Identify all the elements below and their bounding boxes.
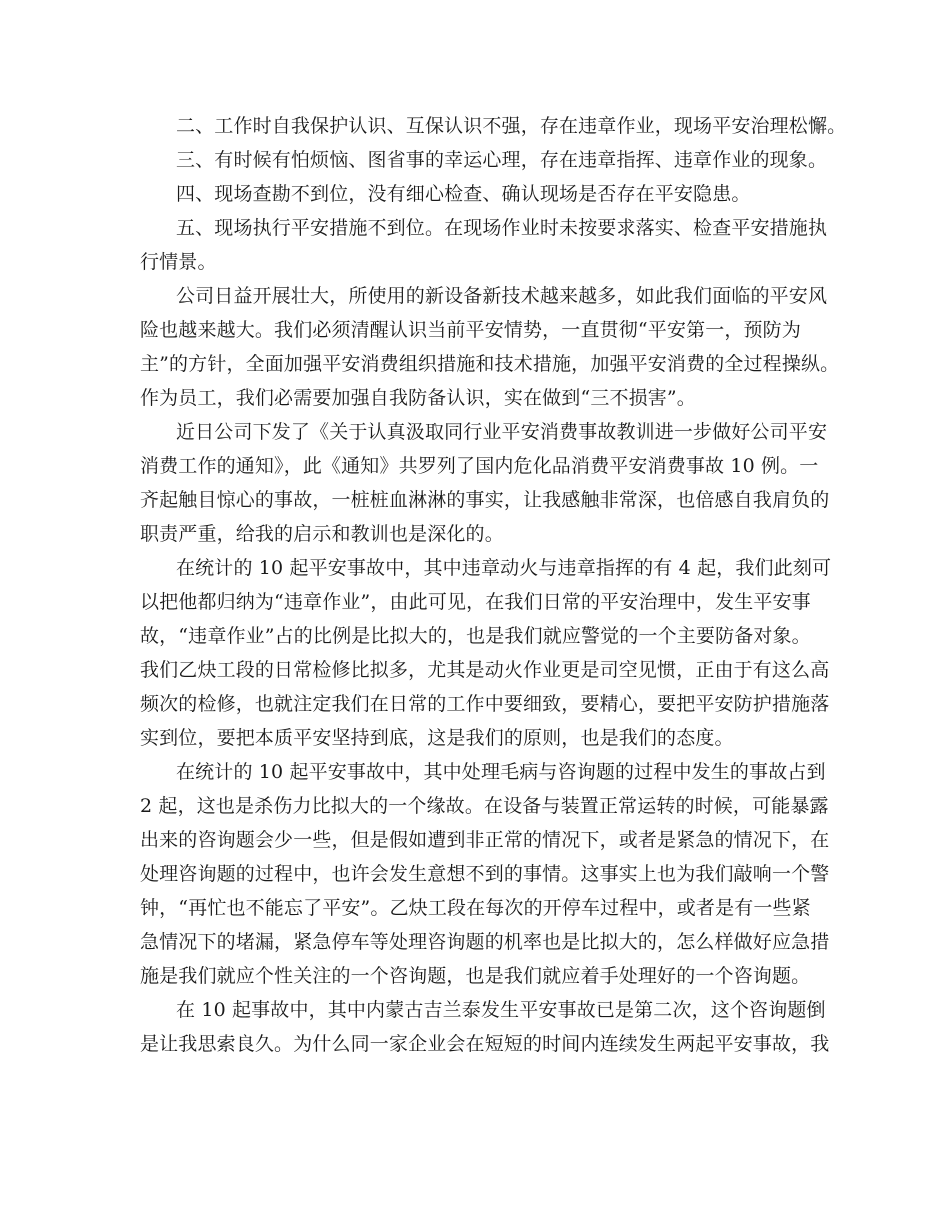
text-line: 四、现场查勘不到位，没有细心检查、确认现场是否存在平安隐患。 [176, 183, 751, 205]
text-line: 频次的检修，也就注定我们在日常的工作中要细致，要精心，要把平安防护措施落 [140, 693, 830, 715]
text-line: 是让我思索良久。为什么同一家企业会在短短的时间内连续发生两起平安事故，我 [140, 1033, 830, 1055]
text-line: 行情景。 [140, 251, 217, 273]
text-line: 近日公司下发了《关于认真汲取同行业平安消费事故教训进一步做好公司平安 [176, 421, 828, 443]
text-line: 主”的方针，全面加强平安消费组织措施和技术措施，加强平安消费的全过程操纵。 [140, 353, 840, 375]
text-line: 我们乙炔工段的日常检修比拟多，尤其是动火作业更是司空见惯，正由于有这么高 [140, 659, 830, 681]
text-line: 在统计的 10 起平安事故中，其中处理毛病与咨询题的过程中发生的事故占到 [176, 761, 826, 783]
text-line: 五、现场执行平安措施不到位。在现场作业时未按要求落实、检查平安措施执 [176, 217, 828, 239]
text-line: 三、有时候有怕烦恼、图省事的幸运心理，存在违章指挥、违章作业的现象。 [176, 149, 828, 171]
text-line: 险也越来越大。我们必须清醒认识当前平安情势，一直贯彻“平安第一，预防为 [140, 319, 801, 341]
text-line: 施是我们就应个性关注的一个咨询题，也是我们就应着手处理好的一个咨询题。 [140, 965, 811, 987]
text-line: 齐起触目惊心的事故，一桩桩血淋淋的事实，让我感触非常深，也倍感自我肩负的 [140, 489, 830, 511]
text-line: 在统计的 10 起平安事故中，其中违章动火与违章指挥的有 4 起，我们此刻可 [176, 557, 832, 579]
text-line: 在 10 起事故中，其中内蒙古吉兰泰发生平安事故已是第二次，这个咨询题倒 [176, 999, 826, 1021]
text-line: 以把他都归纳为“违章作业”，由此可见，在我们日常的平安治理中，发生平安事 [140, 591, 811, 613]
text-line: 公司日益开展壮大，所使用的新设备新技术越来越多，如此我们面临的平安风 [176, 285, 828, 307]
text-line: 急情况下的堵漏，紧急停车等处理咨询题的机率也是比拟大的，怎么样做好应急措 [140, 931, 830, 953]
text-line: 出来的咨询题会少一些，但是假如遭到非正常的情况下，或者是紧急的情况下，在 [140, 829, 830, 851]
text-line: 处理咨询题的过程中，也许会发生意想不到的事情。这事实上也为我们敲响一个警 [140, 863, 830, 885]
text-line: 钟，“再忙也不能忘了平安”。乙炔工段在每次的开停车过程中，或者是有一些紧 [140, 897, 811, 919]
text-line: 作为员工，我们必需要加强自我防备认识，实在做到“三不损害”。 [140, 387, 696, 409]
text-line: 消费工作的通知》，此《通知》共罗列了国内危化品消费平安消费事故 10 例。一 [140, 455, 819, 477]
text-line: 职责严重，给我的启示和教训也是深化的。 [140, 523, 504, 545]
text-line: 故，“违章作业”占的比例是比拟大的，也是我们就应警觉的一个主要防备对象。 [140, 625, 811, 647]
text-line: 实到位，要把本质平安坚持到底，这是我们的原则，也是我们的态度。 [140, 727, 734, 749]
text-line: 2 起，这也是杀伤力比拟大的一个缘故。在设备与装置正常运转的时候，可能暴露 [140, 795, 829, 817]
text-line: 二、工作时自我保护认识、互保认识不强，存在违章作业，现场平安治理松懈。 [176, 115, 847, 137]
